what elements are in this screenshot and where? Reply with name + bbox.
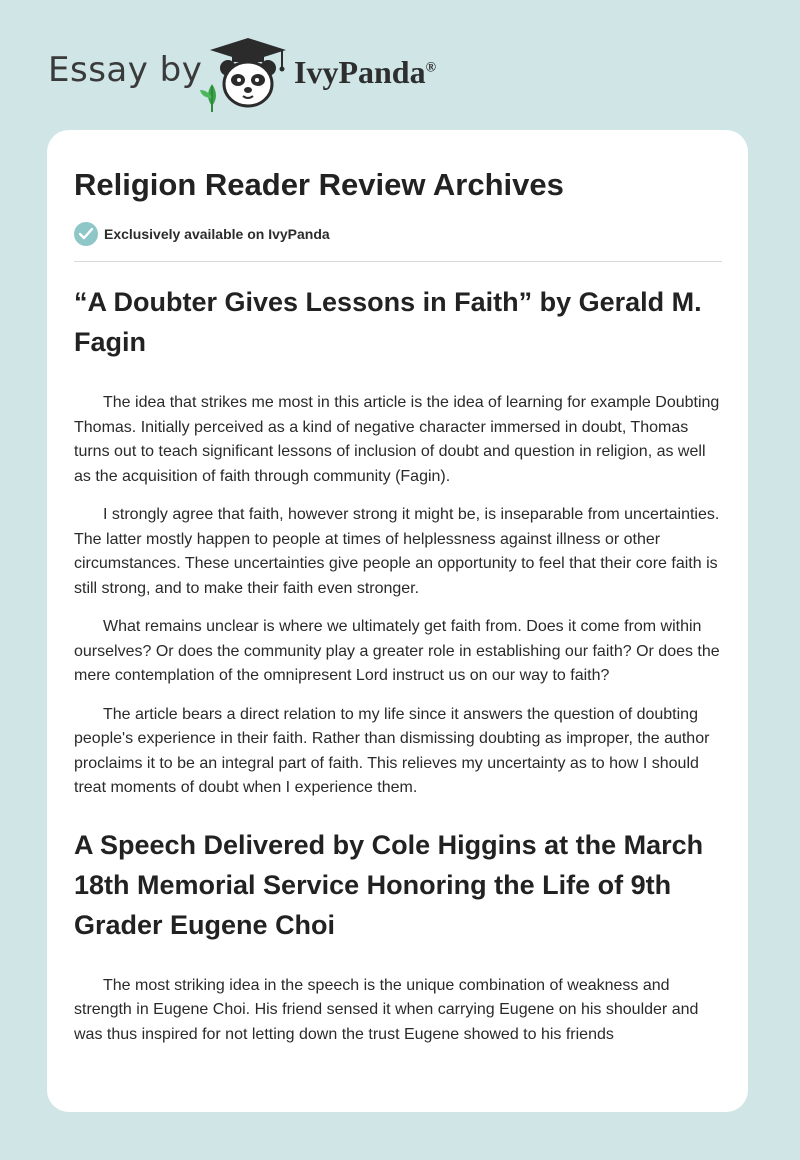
brand-text: IvyPanda bbox=[294, 54, 426, 90]
paragraph: The most striking idea in the speech is the unique combination of weakness and strength in Eugene Choi. His friend sensed it when carrying Eugene on his shoulder and was thus inspired for not letting down the trust Eugene showed to his friends bbox=[74, 976, 699, 1043]
paragraph: The article bears a direct relation to my life since it answers the question of doubting people's experience in their faith. Rather than dismissing doubting as improper, the author proclaims it to be an integral part of faith. This relieves my uncertainty as to how I should treat moments of doubt when I experience them. bbox=[74, 705, 710, 797]
article-card bbox=[47, 130, 748, 1112]
section-title: A Speech Delivered by Cole Higgins at the March 18th Memorial Service Honoring the Life of 9th Grader Eugene Choi bbox=[74, 829, 704, 940]
brand-name[interactable] bbox=[294, 54, 436, 91]
registered-mark: ® bbox=[425, 60, 437, 76]
section-title: “A Doubter Gives Lessons in Faith” by Gerald M. Fagin bbox=[74, 287, 702, 358]
ivypanda-logo-icon[interactable] bbox=[198, 34, 298, 114]
exclusive-badge bbox=[74, 221, 722, 247]
divider bbox=[74, 261, 722, 262]
paragraph: The idea that strikes me most in this article is the idea of learning for example Doubting Thomas. Initially perceived as a kind of negative character immersed in doubt, Thomas turns out to teach significant lessons of inclusion of doubt and question in religion, as well as the acquisition of faith through community (Fagin). bbox=[74, 394, 720, 485]
site-header bbox=[48, 28, 508, 118]
paragraph: What remains unclear is where we ultimately get faith from. Does it come from within ourselves? Or does the community play a greater role in establishing our faith? Or does the mere contemplation of the omnipresent Lord instruct us on our way to faith? bbox=[74, 618, 720, 685]
check-icon bbox=[74, 222, 98, 246]
essay-by-label: Essay by bbox=[48, 50, 203, 90]
exclusive-text: Exclusively available on IvyPanda bbox=[104, 226, 330, 243]
page-title: Religion Reader Review Archives bbox=[74, 167, 564, 202]
paragraph: I strongly agree that faith, however strong it might be, is inseparable from uncertainties. The latter mostly happen to people at times of helplessness against illness or other circumstances. These uncertainties give people an opportunity to feel that their core faith is still strong, and to make their faith even stronger. bbox=[74, 506, 720, 597]
